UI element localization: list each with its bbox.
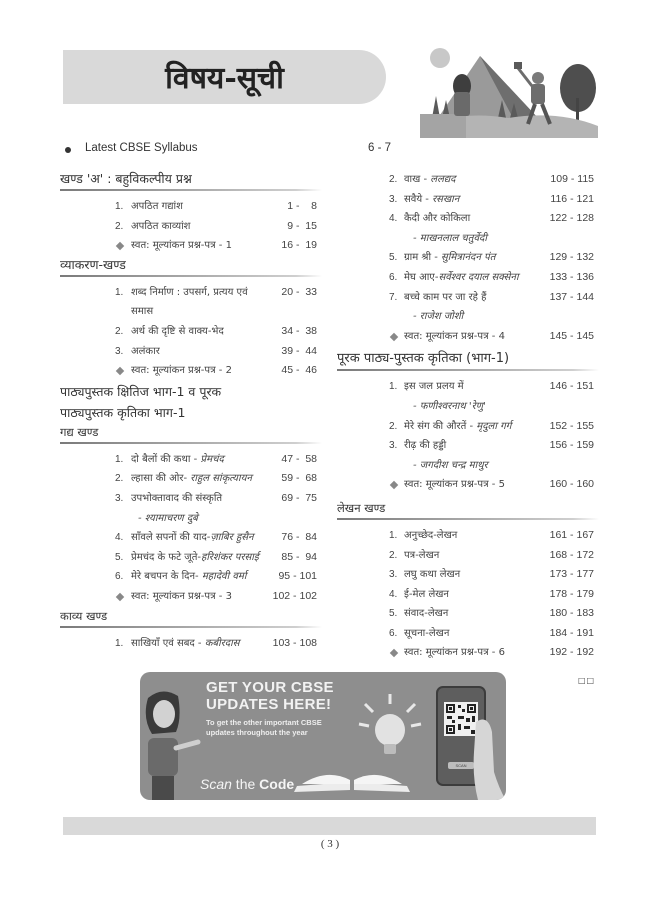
entry-number: 1. [115,453,124,465]
entry-author: ललद्यद [430,174,456,185]
entry-pages: 156 - 159 [549,439,594,452]
entry-pages: 20 - 33 [281,285,317,298]
entry-author: - माखनलाल चतुर्वेदी [413,232,487,244]
entry-title: बच्चे काम पर जा रहे हैं [404,291,487,303]
toc-entry[interactable] [337,585,599,605]
section-heading-writing: लेखन खण्ड [337,499,599,520]
entry-title: उपभोक्तावाद की संस्कृति [131,492,223,504]
entry-pages: 133 - 136 [549,270,594,283]
entry-number: 7. [389,291,398,303]
toc-entry[interactable] [60,567,322,587]
title-banner [63,50,386,104]
toc-entry[interactable] [337,170,599,190]
entry-number: 2. [389,549,398,561]
entry-title: इस जल प्रलय में [404,381,464,393]
entry-number: 6. [115,571,124,583]
toc-entry[interactable] [337,190,599,210]
entry-title-continuation: समास [131,306,154,318]
entry-number: 5. [389,252,398,264]
entry-number: 1. [115,637,124,649]
lightbulb-icon [355,690,425,760]
toc-entry[interactable] [60,528,322,548]
entry-title: लघु कथा लेखन [404,569,461,581]
entry-number: 5. [115,551,124,563]
toc-entry-self-assessment[interactable] [337,327,599,347]
entry-author: रसखान [432,193,460,205]
entry-title: स्वत: मूल्यांकन प्रश्न-पत्र - 5 [404,479,505,491]
toc-entry[interactable] [60,322,322,342]
hiking-illustration [418,48,604,138]
entry-pages: 146 - 151 [549,380,594,393]
toc-entry[interactable] [60,450,322,470]
entry-title: पत्र-लेखन [404,549,440,561]
entry-pages: 16 - 19 [281,239,317,252]
entry-pages: 180 - 183 [549,607,594,620]
entry-author: प्रेमचंद [200,453,224,465]
entry-pages: 192 - 192 [549,646,594,659]
entry-pages: 168 - 172 [549,548,594,561]
entry-pages: 173 - 177 [549,568,594,581]
toc-entry[interactable] [337,377,599,397]
entry-title: स्वत: मूल्यांकन प्रश्न-पत्र - 2 [131,365,232,377]
girl-character-icon [140,688,202,800]
scan-button[interactable]: SCAN [448,762,474,769]
section-heading-grammar: व्याकरण-खण्ड [60,256,322,277]
entry-title: ल्हासा की ओर- राहुल सांकृत्यायन [131,473,252,485]
entry-number: 2. [115,220,124,232]
entry-author: - श्यामाचरण दुबे [138,512,198,524]
entry-title: स्वत: मूल्यांकन प्रश्न-पत्र - 6 [404,647,505,659]
entry-pages: 95 - 101 [278,570,317,583]
diamond-bullet-icon [116,242,124,250]
entry-pages: 178 - 179 [549,587,594,600]
entry-pages: 69 - 75 [281,491,317,504]
entry-title: अपठित काव्यांश [131,220,191,232]
entry-author: - फणीश्वरनाथ 'रेणु' [413,400,486,412]
toc-entry-continuation [60,302,322,322]
entry-pages: 145 - 145 [549,329,594,342]
entry-number: 6. [389,627,398,639]
promo-subtext: To get the other important CBSE updates throughout the year [206,718,322,737]
toc-entry-self-assessment[interactable] [337,475,599,495]
toc-entry[interactable] [337,209,599,229]
entry-pages: 129 - 132 [549,251,594,264]
entry-number: 3. [389,193,398,205]
entry-title: सूचना-लेखन [404,627,450,639]
toc-entry-author-line [60,509,322,529]
entry-number: 3. [115,345,124,357]
toc-entry[interactable] [60,489,322,509]
toc-entry[interactable] [337,546,599,566]
toc-entry[interactable] [337,268,599,288]
diamond-bullet-icon [390,481,398,489]
diamond-bullet-icon [116,367,124,375]
toc-entry[interactable] [60,342,322,362]
entry-number: 4. [389,213,398,225]
toc-entry[interactable] [60,283,322,303]
entry-title: ग्राम श्री - सुमित्रानंदन पंत [404,252,496,264]
entry-pages: 116 - 121 [550,192,594,205]
toc-entry[interactable] [337,248,599,268]
toc-entry[interactable] [337,604,599,624]
entry-title: स्वत: मूल्यांकन प्रश्न-पत्र - 3 [131,590,232,602]
textbook-heading-line2: पाठ्यपुस्तक कृतिका भाग-1 [60,404,186,420]
entry-pages: 137 - 144 [549,290,594,303]
entry-title: स्वत: मूल्यांकन प्रश्न-पत्र - 4 [404,330,505,342]
entry-pages: 122 - 128 [549,212,594,225]
toc-entry-author-line [337,456,599,476]
toc-entry[interactable] [60,634,322,654]
diamond-bullet-icon [390,333,398,341]
section-heading-supplementary: पूरक पाठ्य-पुस्तक कृतिका (भाग-1) [337,350,599,371]
end-of-section-mark: □□ [578,676,596,685]
entry-author: ज़ाबिर हुसैन [210,532,254,544]
entry-number: 2. [115,473,124,485]
entry-title: रीढ़ की हड्डी [404,440,447,452]
entry-number: 1. [389,529,398,541]
entry-author: कबीरदास [204,637,240,649]
entry-author: हरिशंकर परसाई [201,551,259,563]
textbook-heading-line1: पाठ्यपुस्तक क्षितिज भाग-1 व पूरक [60,383,222,399]
entry-pages: 184 - 191 [549,626,594,639]
entry-pages: 103 - 108 [272,636,317,649]
section-heading-prose: गद्य खण्ड [60,423,322,444]
entry-pages: 9 - 15 [287,219,317,232]
page-title: विषय-सूची [165,61,284,96]
toc-entry[interactable] [60,197,322,217]
entry-number: 1. [115,286,124,298]
toc-entry-self-assessment[interactable] [60,236,322,256]
entry-title: अनुच्छेद-लेखन [404,529,458,541]
entry-pages: 34 - 38 [281,324,317,337]
entry-number: 4. [115,532,124,544]
toc-entry-author-line [337,397,599,417]
open-book-icon [292,762,412,792]
entry-pages: 76 - 84 [281,531,317,544]
entry-title: मेघ आए-सर्वेश्वर दयाल सक्सेना [404,271,519,283]
entry-title: अर्थ की दृष्टि से वाक्य-भेद [131,325,224,337]
entry-author: - राजेश जोशी [413,311,464,323]
hand-icon [470,712,506,800]
toc-entry-author-line [337,229,599,249]
entry-pages: 39 - 44 [281,344,317,357]
entry-number: 5. [389,608,398,620]
syllabus-pages: 6 - 7 [368,142,392,154]
entry-number: 3. [389,440,398,452]
entry-title: दो बैलों की कथा - प्रेमचंद [131,453,224,465]
entry-pages: 161 - 167 [549,528,594,541]
entry-author: राहुल सांकृत्यायन [190,473,252,485]
entry-author: सर्वेश्वर दयाल सक्सेना [438,271,519,283]
entry-author: सुमित्रानंदन पंत [441,252,496,264]
entry-title: स्वत: मूल्यांकन प्रश्न-पत्र - 1 [131,240,232,252]
entry-title: सवैये - रसखान [404,193,460,205]
entry-author: महादेवी वर्मा [201,571,247,583]
toc-entry[interactable] [60,217,322,237]
entry-title: कैदी और कोकिला [404,213,471,225]
toc-entry-self-assessment[interactable] [337,643,599,663]
entry-number: 6. [389,271,398,283]
entry-title: अपठित गद्यांश [131,201,183,212]
entry-title: मेरे बचपन के दिन- महादेवी वर्मा [131,571,247,583]
entry-number: 2. [115,325,124,337]
entry-pages: 59 - 68 [281,472,317,485]
entry-number: 2. [389,174,398,185]
toc-entry[interactable] [337,565,599,585]
entry-number: 4. [389,588,398,600]
toc-right-column [337,170,599,663]
scan-the-code-text: Scan the Code [200,776,295,792]
entry-title: साखियाँ एवं सबद - कबीरदास [131,637,240,649]
entry-pages: 45 - 46 [281,364,317,377]
toc-entry-self-assessment[interactable] [60,361,322,381]
diamond-bullet-icon [390,649,398,657]
entry-number: 2. [389,420,398,432]
footer-bar [63,817,596,835]
entry-pages: 85 - 94 [281,550,317,563]
entry-title: मेरे संग की औरतें - मृदुला गर्ग [404,420,512,432]
entry-title: अलंकार [131,345,160,357]
toc-entry[interactable] [60,469,322,489]
toc-entry-self-assessment[interactable] [60,587,322,607]
entry-title: संवाद-लेखन [404,608,449,620]
entry-pages: 152 - 155 [549,419,594,432]
toc-entry[interactable] [60,548,322,568]
entry-number: 3. [389,569,398,581]
entry-title: साँवले सपनों की याद-ज़ाबिर हुसैन [131,532,254,544]
promo-headline: GET YOUR CBSE UPDATES HERE! [206,679,334,713]
toc-left-column [60,170,322,653]
toc-entry[interactable] [337,288,599,308]
entry-pages: 47 - 58 [281,452,317,465]
syllabus-label: Latest CBSE Syllabus [85,142,198,154]
entry-title: प्रेमचंद के फटे जूते-हरिशंकर परसाई [131,551,259,563]
entry-pages: 160 - 160 [549,478,594,491]
toc-entry[interactable] [337,526,599,546]
entry-pages: 1 - 8 [287,200,317,212]
entry-pages: 109 - 115 [550,173,594,185]
toc-entry[interactable] [337,436,599,456]
entry-number: 1. [389,381,398,393]
entry-author: - जगदीश चन्द्र माथुर [413,459,488,471]
entry-title: ई-मेल लेखन [404,588,449,600]
page-number: ( 3 ) [320,838,340,850]
entry-author: मृदुला गर्ग [476,420,512,432]
toc-entry-author-line [337,307,599,327]
section-heading-a: खण्ड 'अ' : बहुविकल्पीय प्रश्न [60,170,322,191]
entry-number: 3. [115,492,124,504]
entry-pages: 102 - 102 [272,589,317,602]
syllabus-entry[interactable] [63,142,403,158]
entry-title: वाख - ललद्यद [404,174,456,185]
cbse-updates-banner[interactable] [140,672,506,800]
diamond-bullet-icon [116,593,124,601]
section-heading-poetry: काव्य खण्ड [60,607,322,628]
toc-entry[interactable] [337,417,599,437]
toc-entry[interactable] [337,624,599,644]
entry-title: शब्द निर्माण : उपसर्ग, प्रत्यय एवं [131,286,248,298]
bullet-icon [65,147,71,153]
entry-number: 1. [115,201,124,212]
